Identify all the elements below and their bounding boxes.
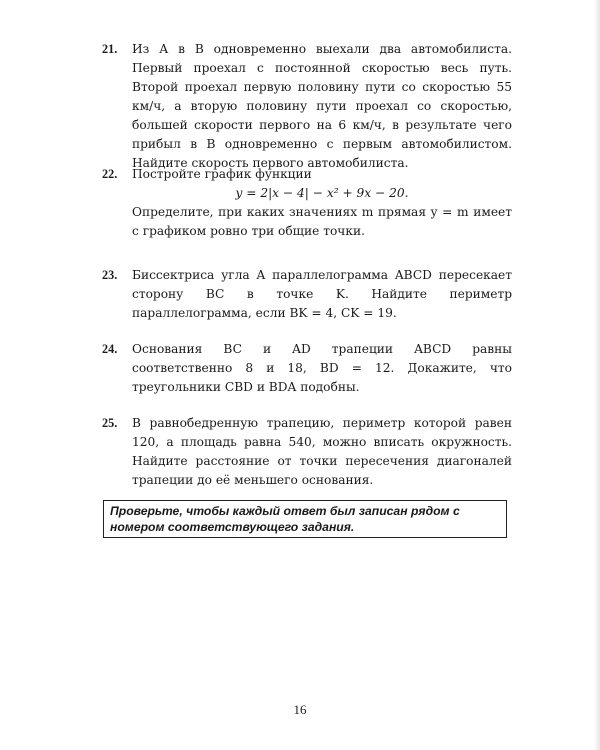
task-number: 23. [102,268,118,282]
task-text: Биссектриса угла A параллелограмма ABCD пересекает сторону BC в точке K. Найдите периметр параллелограмма, если BK = 4, CK = 19. [132,268,512,320]
answer-reminder-box: Проверьте, чтобы каждый ответ был записан рядом с номером соответствующего задания. [103,500,507,538]
task-number: 25. [102,416,118,430]
task-22 [102,165,512,241]
task-21 [102,40,512,173]
task-24 [102,340,512,397]
task-formula: y = 2|x − 4| − x² + 9x − 20. [235,186,409,200]
task-text: В равнобедренную трапецию, периметр которой равен 120, а площадь равна 540, можно вписать окружность. Найдите расстояние от точки пересечения диагоналей трапеции до её меньшего основания. [132,416,512,487]
task-25 [102,414,512,490]
task-number: 21. [102,42,118,56]
task-number: 22. [102,167,118,181]
page-edge-shadow [594,0,600,750]
task-text: Из А в В одновременно выехали два автомобилиста. Первый проехал с постоянной скоростью весь путь. Второй проехал первую половину пути со скоростью 55 км/ч, а вторую половину пути проехал со скоростью, большей скорости первого на 6 км/ч, в результате чего прибыл в В одновременно с первым автомобилистом. Найдите скорость первого автомобилиста. [132,42,512,170]
task-text: Определите, при каких значениях m прямая y = m имеет с графиком ровно три общие точки. [132,205,512,238]
task-intro: Постройте график функции [132,167,312,181]
task-text: Основания BC и AD трапеции ABCD равны соответственно 8 и 18, BD = 12. Докажите, что треугольники CBD и BDA подобны. [132,342,512,394]
task-number: 24. [102,342,118,356]
task-23 [102,266,512,323]
page-number: 16 [293,702,307,717]
